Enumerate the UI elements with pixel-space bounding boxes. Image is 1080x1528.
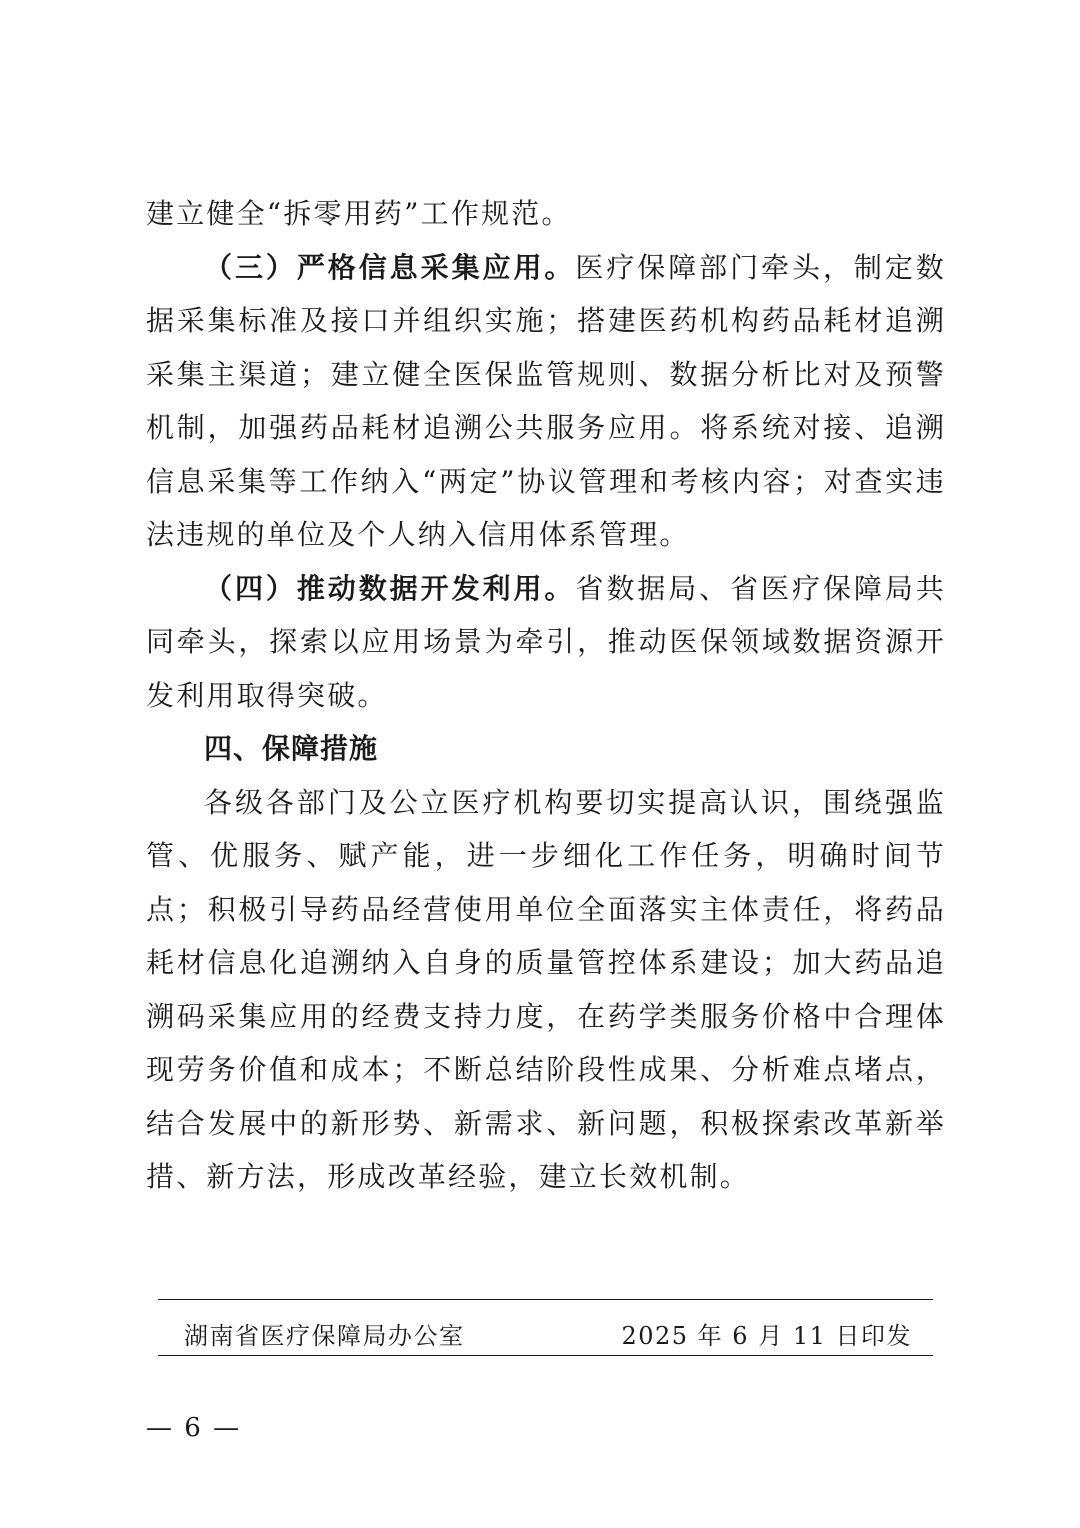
heading-text: 四、保障措施 xyxy=(204,732,379,765)
section-heading xyxy=(146,722,946,776)
paragraph-text: 医疗保障部门牵头，制定数据采集标准及接口并组织实施；搭建医药机构药品耗材追溯采集主渠道；建立健全医保监管规则、数据分析比对及预警机制，加强药品耗材追溯公共服务应用。将系统对接、追溯信息采集等工作纳入“两定”协议管理和考核内容；对查实违法违规的单位及个人纳入信用体系管理。 xyxy=(146,250,946,551)
paragraph-text: 省数据局、省医疗保障局共同牵头，探索以应用场景为牵引，推动医保领域数据资源开发利用取得突破。 xyxy=(146,571,946,712)
document-body xyxy=(146,187,946,1204)
page-number: — 6 — xyxy=(146,1413,242,1443)
section-title: （三）严格信息采集应用。 xyxy=(204,250,576,284)
paragraph-continuation xyxy=(146,187,946,241)
paragraph-measures xyxy=(146,776,946,1204)
issuing-office: 湖南省医疗保障局办公室 xyxy=(184,1322,465,1350)
section-title: （四）推动数据开发利用。 xyxy=(204,571,576,605)
paragraph-section-4 xyxy=(146,562,946,723)
paragraph-text: 各级各部门及公立医疗机构要切实提高认识，围绕强监管、优服务、赋产能，进一步细化工作任务，明确时间节点；积极引导药品经营使用单位全面落实主体责任，将药品耗材信息化追溯纳入自身的质量管控体系建设；加大药品追溯码采集应用的经费支持力度，在药学类服务价格中合理体现劳务价值和成本；不断总结阶段性成果、分析难点堵点，结合发展中的新形势、新需求、新问题，积极探索改革新举措、新方法，形成改革经验，建立长效机制。 xyxy=(146,785,946,1193)
paragraph-section-3 xyxy=(146,241,946,562)
issue-date: 2025 年 6 月 11 日印发 xyxy=(621,1322,912,1350)
footer-divider-top xyxy=(158,1299,933,1300)
paragraph-text: 建立健全“拆零用药”工作规范。 xyxy=(146,197,572,230)
footer-divider-bottom xyxy=(158,1355,933,1356)
